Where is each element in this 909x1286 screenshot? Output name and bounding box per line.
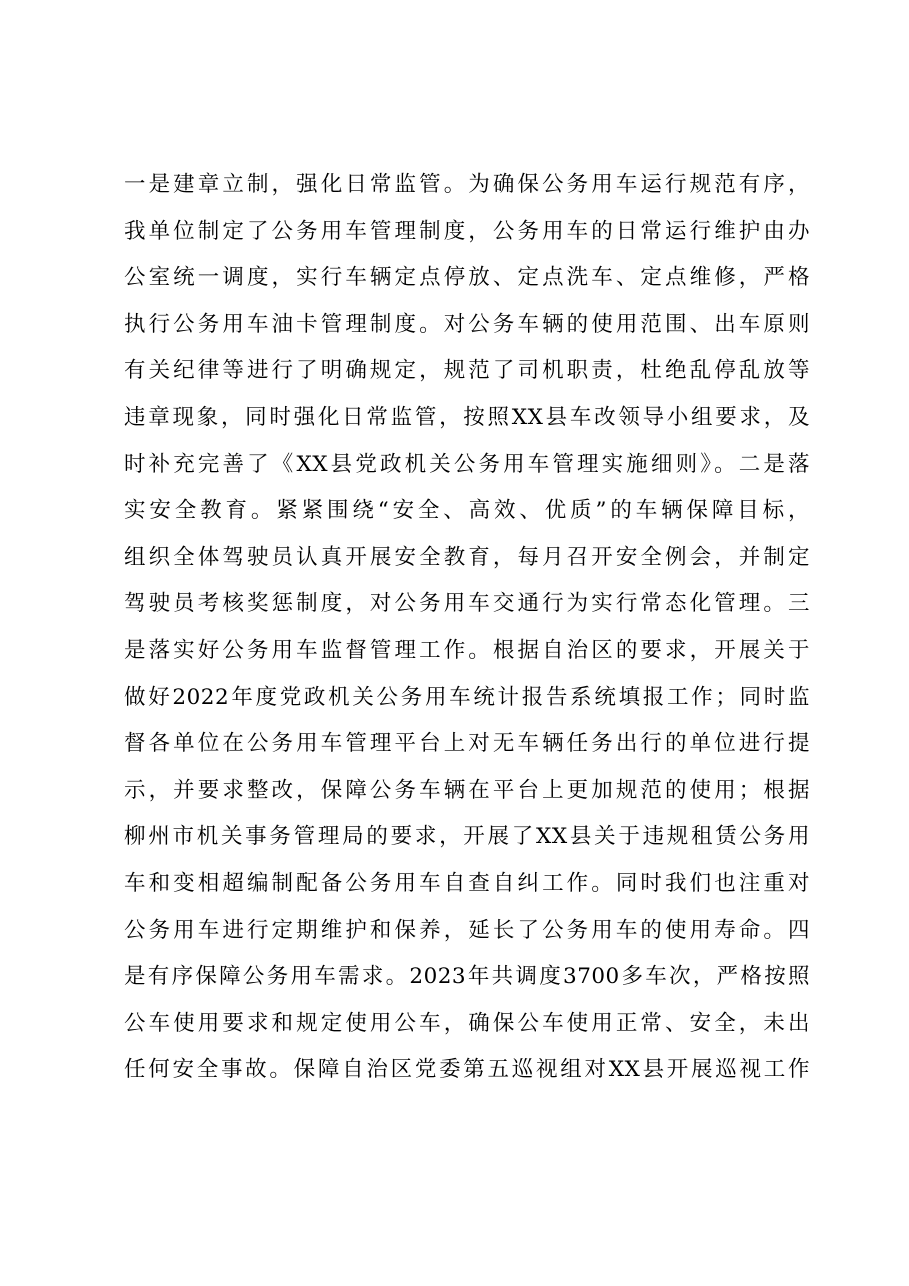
body-paragraph [124, 162, 810, 1094]
text-line: 是有序保障公务用车需求。2023年共调度3700多车次，严格按照 [124, 964, 810, 990]
text-line: 任何安全事故。保障自治区党委第五巡视组对XX县开展巡视工作 [124, 1057, 810, 1083]
text-line: 时补充完善了《XX县党政机关公务用车管理实施细则》。二是落 [124, 451, 810, 477]
text-line: 驾驶员考核奖惩制度，对公务用车交通行为实行常态化管理。三 [124, 591, 810, 617]
text-line: 一是建章立制，强化日常监管。为确保公务用车运行规范有序， [124, 172, 810, 197]
text-line: 实安全教育。紧紧围绕“安全、高效、优质”的车辆保障目标， [124, 498, 810, 524]
text-line: 公务用车进行定期维护和保养，延长了公务用车的使用寿命。四 [124, 917, 810, 943]
text-line: 督各单位在公务用车管理平台上对无车辆任务出行的单位进行提 [124, 731, 810, 757]
text-line: 做好2022年度党政机关公务用车统计报告系统填报工作；同时监 [124, 684, 810, 710]
text-line: 车和变相超编制配备公务用车自查自纠工作。同时我们也注重对 [124, 870, 810, 896]
text-line: 公室统一调度，实行车辆定点停放、定点洗车、定点维修，严格 [124, 265, 810, 291]
text-line: 我单位制定了公务用车管理制度，公务用车的日常运行维护由办 [124, 218, 810, 244]
text-line: 公车使用要求和规定使用公车，确保公车使用正常、安全，未出 [124, 1010, 810, 1036]
text-line: 执行公务用车油卡管理制度。对公务车辆的使用范围、出车原则 [124, 311, 810, 337]
text-line: 是落实好公务用车监督管理工作。根据自治区的要求，开展关于 [124, 637, 810, 663]
text-line: 组织全体驾驶员认真开展安全教育，每月召开安全例会，并制定 [124, 544, 810, 570]
text-line: 示，并要求整改，保障公务车辆在平台上更加规范的使用；根据 [124, 777, 810, 803]
text-line: 柳州市机关事务管理局的要求，开展了XX县关于违规租赁公务用 [124, 824, 810, 850]
text-line: 违章现象，同时强化日常监管，按照XX县车改领导小组要求，及 [124, 404, 810, 430]
text-line: 有关纪律等进行了明确规定，规范了司机职责，杜绝乱停乱放等 [124, 358, 810, 384]
